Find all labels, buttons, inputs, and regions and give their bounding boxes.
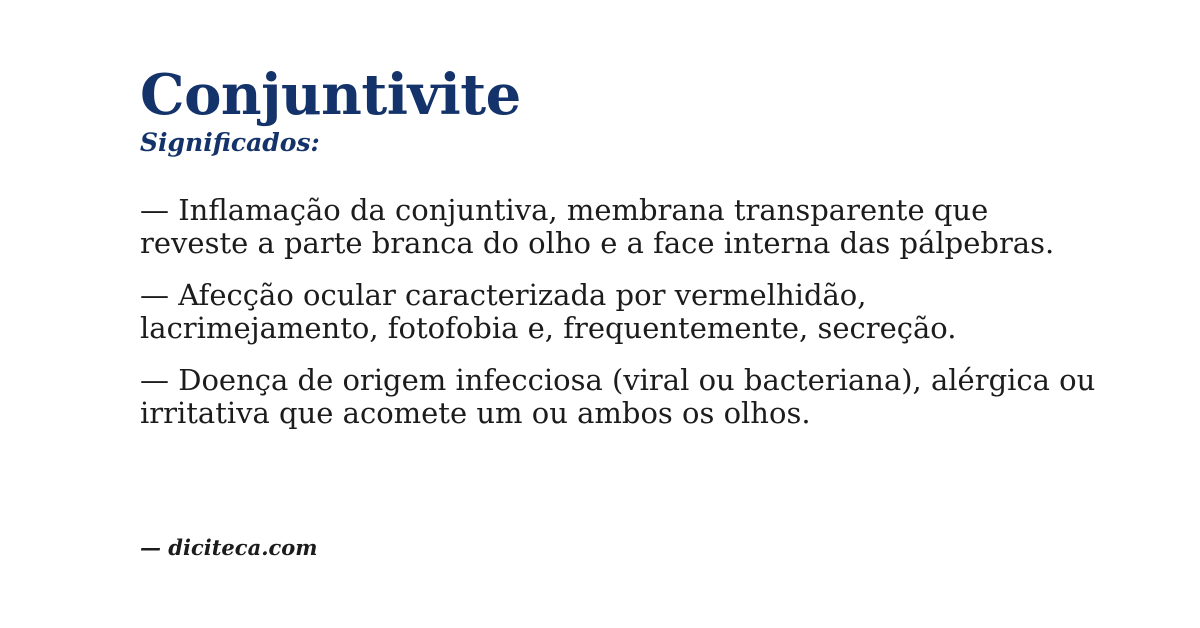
meaning-item: — Inflamação da conjuntiva, membrana transparente que reveste a parte branca do olho e a face interna das pálpebras. bbox=[140, 193, 1055, 260]
definition-card bbox=[140, 62, 1100, 449]
meanings-heading: Significados: bbox=[140, 128, 320, 157]
meaning-item: — Doença de origem infecciosa (viral ou bacteriana), alérgica ou irritativa que acomete um ou ambos os olhos. bbox=[140, 363, 1096, 430]
source-attribution: — diciteca.com bbox=[140, 535, 318, 560]
entry-word: Conjuntivite bbox=[140, 62, 521, 128]
meaning-item: — Afecção ocular caracterizada por vermelhidão, lacrimejamento, fotofobia e, frequentemente, secreção. bbox=[140, 278, 957, 345]
meanings-list bbox=[140, 194, 1100, 430]
